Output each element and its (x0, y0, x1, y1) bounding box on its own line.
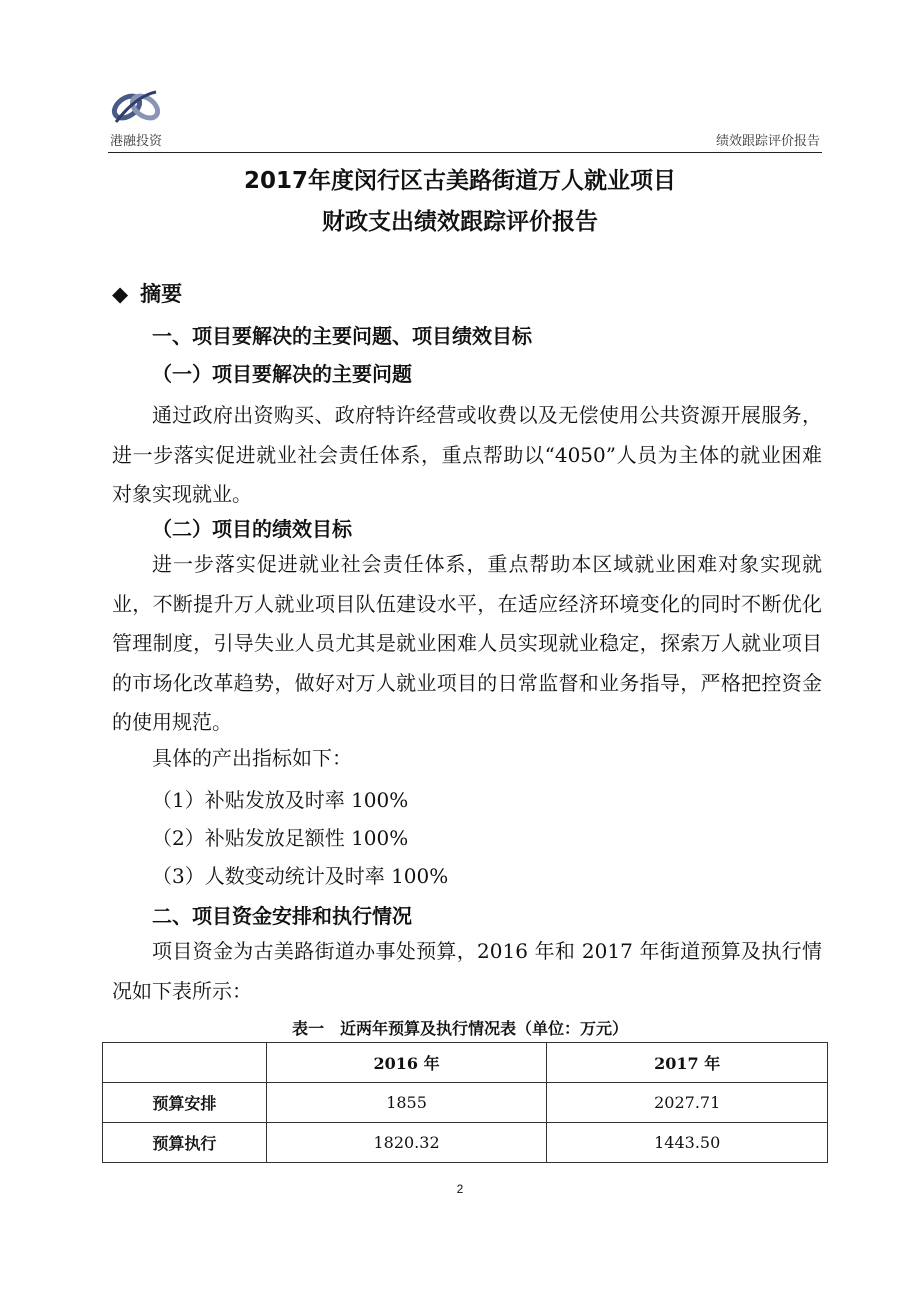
subsection-1-heading: （一）项目要解决的主要问题 (152, 362, 412, 386)
table-header-row (103, 1043, 828, 1083)
summary-heading (112, 278, 182, 308)
section-2-heading: 二、项目资金安排和执行情况 (152, 904, 412, 928)
report-title-line-2: 财政支出绩效跟踪评价报告 (322, 209, 598, 235)
section-1-heading: 一、项目要解决的主要问题、项目绩效目标 (152, 324, 532, 348)
cell-budget-execution-2016: 1820.32 (266, 1123, 547, 1163)
page-number: 2 (456, 1182, 464, 1196)
row-label-budget-execution: 预算执行 (103, 1123, 267, 1163)
cell-budget-execution-2017: 1443.50 (547, 1123, 828, 1163)
section-2-paragraph: 项目资金为古美路街道办事处预算，2016 年和 2017 年街道预算及执行情况如下表所示： (112, 939, 822, 1003)
subsection-1-paragraph: 通过政府出资购买、政府特许经营或收费以及无偿使用公共资源开展服务，进一步落实促进就业社会责任体系，重点帮助以“4050”人员为主体的就业困难对象实现就业。 (112, 403, 822, 506)
indicator-item-2: （2）补贴发放足额性 100% (152, 826, 409, 850)
summary-heading-text: 摘要 (140, 282, 183, 306)
table-row (103, 1123, 828, 1163)
table-header-2017: 2017 年 (547, 1043, 828, 1083)
table-caption: 表一 近两年预算及执行情况表（单位：万元） (291, 1019, 628, 1038)
indicator-item-3: （3）人数变动统计及时率 100% (152, 864, 449, 888)
table-header-empty (103, 1043, 267, 1083)
diamond-bullet-icon: ◆ (112, 282, 129, 306)
subsection-2-heading: （二）项目的绩效目标 (152, 517, 352, 541)
row-label-budget-plan: 预算安排 (103, 1083, 267, 1123)
table-row (103, 1083, 828, 1123)
report-title-line-1: 2017年度闵行区古美路街道万人就业项目 (243, 168, 676, 194)
page-header (108, 82, 822, 153)
subsection-2-paragraph: 进一步落实促进就业社会责任体系，重点帮助本区域就业困难对象实现就业，不断提升万人就业项目队伍建设水平，在适应经济环境变化的同时不断优化管理制度，引导失业人员尤其是就业困难人员实现就业稳定，探索万人就业项目的市场化改革趋势，做好对万人就业项目的日常监督和业务指导，严格把控资金的使用规范。 (112, 552, 822, 734)
table-header-2016: 2016 年 (266, 1043, 547, 1083)
indicator-item-1: （1）补贴发放及时率 100% (152, 788, 409, 812)
indicators-intro: 具体的产出指标如下： (152, 746, 352, 770)
company-name: 港融投资 (110, 134, 163, 149)
company-logo (110, 86, 162, 128)
document-type-label: 绩效跟踪评价报告 (715, 134, 820, 149)
cell-budget-plan-2016: 1855 (266, 1083, 547, 1123)
budget-table (102, 1042, 828, 1163)
cell-budget-plan-2017: 2027.71 (547, 1083, 828, 1123)
